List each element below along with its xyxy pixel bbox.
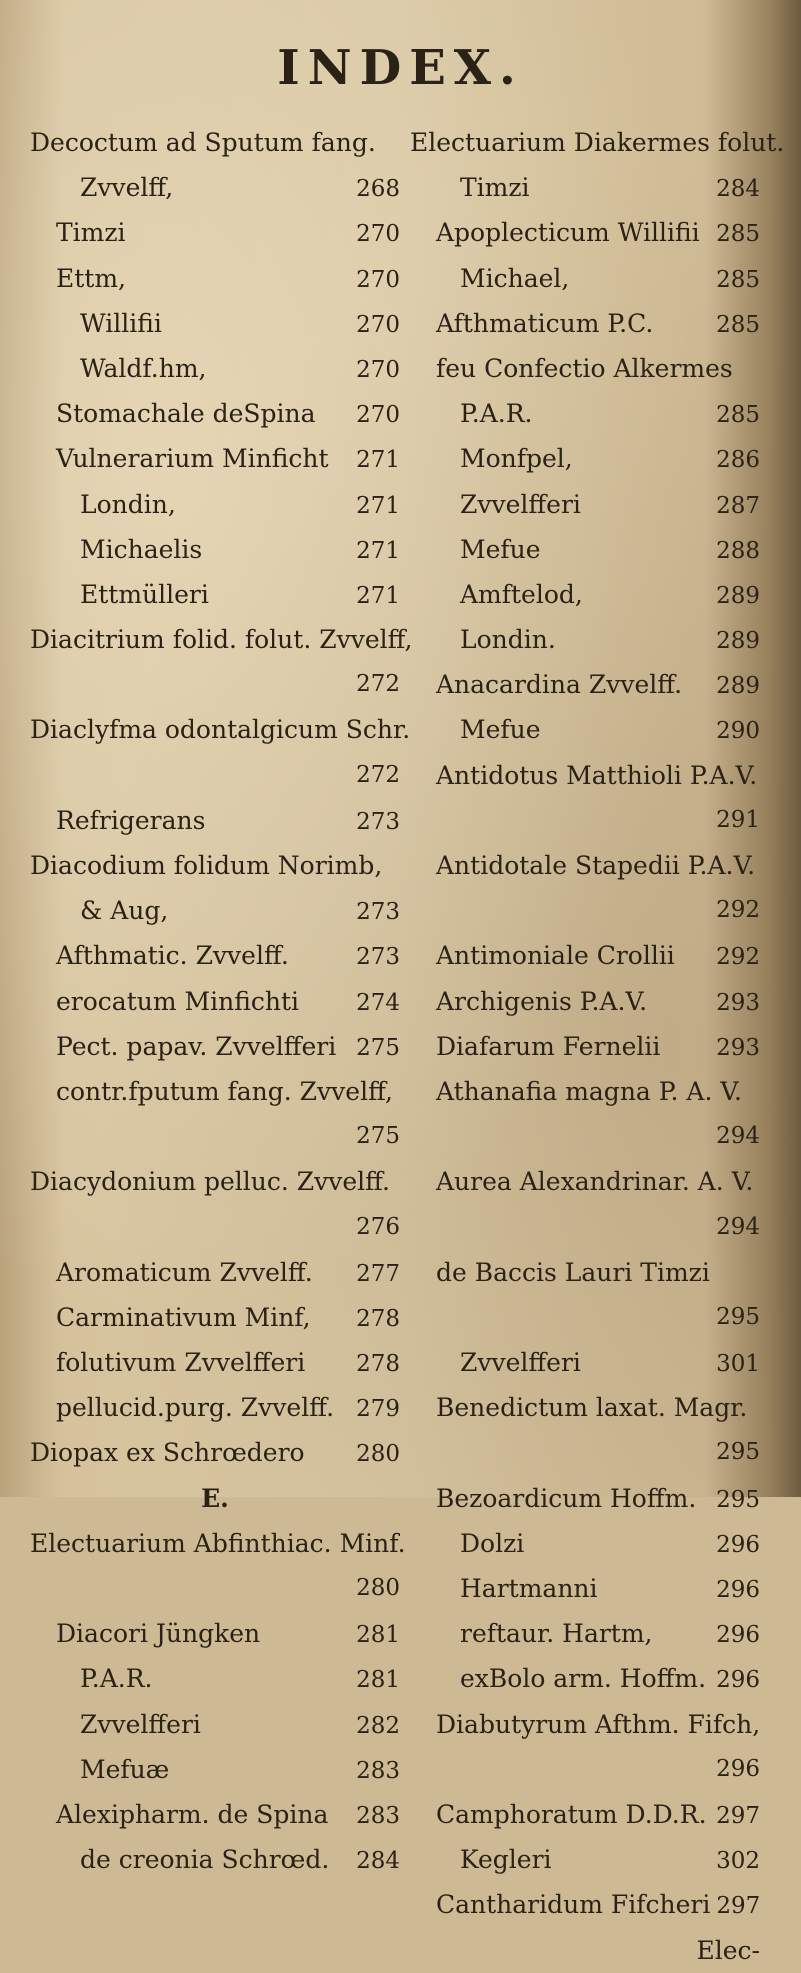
entry-term: Stomachale deSpina — [56, 399, 316, 429]
entry-term: Bezoardicum Hoffm. — [436, 1483, 697, 1513]
index-entry — [30, 1159, 400, 1204]
entry-page-number: 285 — [716, 266, 760, 293]
index-entry — [30, 120, 400, 165]
entry-page-number: 277 — [356, 1260, 400, 1287]
index-entry — [410, 391, 760, 436]
index-entry — [30, 1340, 400, 1385]
entry-term: Antidotus Matthioli P.A.V. — [436, 760, 758, 790]
index-entry — [30, 1476, 400, 1521]
index-entry — [410, 1611, 760, 1656]
index-entry — [30, 346, 400, 391]
entry-term: Aurea Alexandrinar. A. V. — [436, 1167, 754, 1197]
entry-page-number: 272 — [356, 761, 400, 788]
entry-term: Carminativum Minf, — [56, 1302, 311, 1332]
index-entry — [410, 1250, 760, 1295]
entry-term: Camphoratum D.D.R. — [436, 1799, 707, 1829]
entry-page-number: 278 — [356, 1351, 400, 1378]
entry-term: P.A.R. — [80, 1664, 153, 1694]
index-entry — [30, 1024, 400, 1069]
index-entry — [30, 436, 400, 481]
entry-page-number: 270 — [356, 221, 400, 248]
index-entry — [410, 1340, 760, 1385]
index-entry — [410, 662, 760, 707]
entry-term: Archigenis P.A.V. — [436, 986, 648, 1016]
index-entry — [410, 1114, 760, 1159]
entry-page-number: 296 — [716, 1622, 760, 1649]
index-entry — [30, 482, 400, 527]
entry-term: contr.fputum fang. Zvvelff, — [56, 1076, 393, 1106]
entry-page-number: 280 — [356, 1441, 400, 1468]
entry-term: Zvvelfferi — [460, 1348, 581, 1378]
entry-term: Timzi — [460, 173, 530, 203]
entry-page-number: 292 — [716, 897, 760, 924]
entry-term: Afthmatic. Zvvelff. — [56, 941, 289, 971]
entry-term: exBolo arm. Hoffm. — [460, 1664, 707, 1694]
index-entry — [410, 1159, 760, 1204]
entry-page-number: 270 — [356, 356, 400, 383]
entry-page-number: 295 — [716, 1303, 760, 1330]
entry-term: Diaclyfma odontalgicum Schr. — [30, 715, 411, 745]
entry-term: Diafarum Fernelii — [436, 1031, 661, 1061]
index-entry — [410, 1295, 760, 1340]
entry-term: de Baccis Lauri Timzi — [436, 1257, 710, 1287]
entry-term: Diopax ex Schrœdero — [30, 1438, 305, 1468]
index-entry — [410, 572, 760, 617]
entry-page-number: 296 — [716, 1667, 760, 1694]
entry-term: pellucid.purg. Zvvelff. — [56, 1393, 335, 1423]
entry-page-number: 283 — [356, 1802, 400, 1829]
entry-term: Benedictum laxat. Magr. — [436, 1393, 748, 1423]
entry-page-number: 273 — [356, 944, 400, 971]
index-entry — [410, 617, 760, 662]
entry-term: Mefuæ — [80, 1754, 170, 1784]
index-entry — [410, 1656, 760, 1701]
index-entry — [410, 888, 760, 933]
index-entry — [410, 798, 760, 843]
entry-term: Electuarium Diakermes folut. — [410, 128, 785, 157]
entry-term: Dolzi — [460, 1528, 525, 1558]
index-entry — [30, 256, 400, 301]
entry-page-number: 289 — [716, 628, 760, 655]
entry-term: Londin, — [80, 489, 176, 519]
entry-term: Ettmülleri — [80, 579, 209, 609]
index-entry — [30, 1611, 400, 1656]
index-entry — [30, 1566, 400, 1611]
index-entry — [30, 662, 400, 707]
entry-term: & Aug, — [80, 896, 169, 926]
index-entry — [410, 210, 760, 255]
index-entry — [30, 707, 411, 752]
entry-term: Ettm, — [56, 263, 126, 293]
entry-page-number: 271 — [356, 492, 400, 519]
left-index-column — [30, 120, 413, 1882]
entry-page-number: 272 — [356, 671, 400, 698]
index-entry — [30, 572, 400, 617]
entry-page-number: 294 — [716, 1123, 760, 1150]
entry-page-number: 286 — [716, 447, 760, 474]
entry-term: Amftelod, — [460, 579, 583, 609]
entry-page-number: 291 — [716, 806, 760, 833]
entry-page-number: 294 — [716, 1213, 760, 1240]
entry-term: Willifii — [80, 308, 162, 338]
entry-page-number: 273 — [356, 808, 400, 835]
index-entry — [410, 753, 760, 798]
index-entry — [410, 1882, 760, 1927]
entry-term: reftaur. Hartm, — [460, 1619, 653, 1649]
index-entry — [410, 707, 760, 752]
entry-term: E. — [201, 1483, 229, 1513]
entry-page-number: 270 — [356, 266, 400, 293]
entry-term: Antidotale Stapedii P.A.V. — [436, 851, 756, 880]
entry-page-number: 289 — [716, 582, 760, 609]
index-entry — [410, 120, 785, 165]
entry-page-number: 289 — [716, 673, 760, 700]
entry-term: Timzi — [56, 218, 126, 248]
entry-term: Anacardina Zvvelff. — [436, 670, 683, 700]
index-entry — [410, 346, 760, 391]
index-entry — [30, 979, 400, 1024]
index-entry — [30, 391, 400, 436]
entry-term: Zvvelff, — [80, 173, 174, 203]
entry-term: Zvvelfferi — [460, 489, 581, 519]
entry-page-number: 295 — [716, 1439, 760, 1466]
index-entry — [410, 436, 760, 481]
entry-page-number: 290 — [716, 718, 760, 745]
index-entry — [30, 1205, 400, 1250]
index-entry — [30, 1702, 400, 1747]
entry-term: Michael, — [460, 263, 570, 293]
entry-page-number: 274 — [356, 989, 400, 1016]
index-entry — [30, 933, 400, 978]
entry-term: Pect. papav. Zvvelfferi — [56, 1031, 337, 1061]
index-entry — [410, 1024, 760, 1069]
entry-page-number: 281 — [356, 1622, 400, 1649]
entry-page-number: 271 — [356, 582, 400, 609]
index-entry — [30, 1385, 400, 1430]
index-entry — [410, 1702, 760, 1747]
entry-page-number: 270 — [356, 311, 400, 338]
entry-page-number: 287 — [716, 492, 760, 519]
index-entry — [410, 1205, 760, 1250]
entry-page-number: 301 — [716, 1351, 760, 1378]
index-entry — [30, 165, 400, 210]
entry-page-number: 296 — [716, 1577, 760, 1603]
entry-term: Apoplecticum Willifii — [436, 218, 700, 248]
entry-page-number: 268 — [356, 176, 400, 203]
entry-page-number: 284 — [356, 1848, 400, 1875]
index-entry — [410, 1430, 760, 1475]
entry-page-number: 278 — [356, 1305, 400, 1332]
entry-page-number: 285 — [716, 402, 760, 429]
entry-page-number: 296 — [716, 1755, 760, 1782]
entry-page-number: 285 — [716, 221, 760, 248]
entry-page-number: 275 — [356, 1123, 400, 1150]
index-entry — [30, 1837, 400, 1882]
entry-term: Monfpel, — [460, 444, 573, 474]
entry-term: Diacydonium pelluc. Zvvelff. — [30, 1167, 390, 1197]
index-entry — [30, 888, 400, 933]
entry-page-number: 275 — [356, 1034, 400, 1061]
entry-term: Diabutyrum Afthm. Fifch, — [436, 1709, 761, 1739]
right-index-column — [410, 120, 785, 1973]
index-entry — [30, 798, 400, 843]
index-entry — [410, 1747, 760, 1792]
index-entry — [410, 256, 760, 301]
index-entry — [30, 753, 400, 798]
index-entry — [30, 1114, 400, 1159]
entry-term: Electuarium Abfinthiac. Minf. — [30, 1528, 406, 1558]
entry-page-number: 273 — [356, 899, 400, 926]
entry-page-number: 271 — [356, 447, 400, 474]
page-heading: INDEX. — [277, 40, 524, 96]
index-entry — [410, 1069, 760, 1114]
entry-term: Cantharidum Fifcheri — [436, 1890, 711, 1920]
index-entry — [410, 165, 760, 210]
entry-page-number: 270 — [356, 402, 400, 429]
entry-term: Diacori Jüngken — [56, 1619, 261, 1649]
index-entry — [410, 301, 760, 346]
entry-page-number: 293 — [716, 1034, 760, 1061]
index-entry — [410, 1837, 760, 1882]
entry-term: Mefue — [460, 534, 541, 564]
entry-page-number: 279 — [356, 1396, 400, 1423]
entry-term: Zvvelfferi — [80, 1709, 201, 1739]
index-entry — [410, 1521, 760, 1566]
index-entry — [30, 1250, 400, 1295]
entry-page-number: 284 — [716, 176, 760, 203]
index-entry — [410, 979, 760, 1024]
entry-page-number: 285 — [716, 311, 760, 338]
entry-term: de creonia Schrœd. — [80, 1845, 330, 1875]
index-entry — [30, 1521, 406, 1566]
entry-term: erocatum Minfichti — [56, 986, 300, 1016]
entry-page-number: 293 — [716, 989, 760, 1016]
entry-page-number: 302 — [716, 1848, 760, 1875]
entry-term: Athanafia magna P. A. V. — [436, 1076, 742, 1106]
index-entry — [410, 1385, 760, 1430]
entry-page-number: 276 — [356, 1213, 400, 1240]
entry-term: Alexipharm. de Spina — [56, 1799, 329, 1829]
index-entry — [30, 527, 400, 572]
index-entry — [30, 1430, 400, 1475]
index-entry — [30, 210, 400, 255]
entry-term: P.A.R. — [460, 399, 533, 429]
entry-term: Michaelis — [80, 534, 203, 564]
entry-term: feu Confectio Alkermes — [436, 353, 733, 383]
entry-term: Kegleri — [460, 1845, 552, 1875]
entry-page-number: 283 — [356, 1757, 400, 1784]
entry-term: Diacodium folidum Norimb, — [30, 851, 383, 880]
entry-page-number: 280 — [356, 1575, 400, 1601]
index-entry — [30, 1747, 400, 1792]
entry-term: Antimoniale Crollii — [436, 941, 675, 971]
index-entry — [410, 843, 760, 888]
entry-term: folutivum Zvvelfferi — [56, 1348, 306, 1378]
index-entry — [30, 1792, 400, 1837]
index-entry — [30, 301, 400, 346]
entry-term: Diacitrium folid. folut. Zvvelff, — [30, 625, 413, 655]
entry-page-number: 296 — [716, 1531, 760, 1558]
entry-term: Elec- — [696, 1935, 760, 1965]
index-entry — [30, 1069, 400, 1114]
entry-term: Decoctum ad Sputum fang. — [30, 128, 376, 157]
index-entry — [410, 1566, 760, 1611]
index-entry — [30, 1656, 400, 1701]
index-entry — [410, 933, 760, 978]
entry-term: Hartmanni — [460, 1574, 598, 1603]
entry-term: Mefue — [460, 715, 541, 745]
entry-term: Aromaticum Zvvelff. — [56, 1257, 313, 1287]
entry-term: Vulnerarium Minficht — [56, 444, 329, 474]
index-entry — [410, 527, 760, 572]
entry-term: Waldf.hm, — [80, 353, 207, 383]
index-entry — [410, 482, 760, 527]
index-entry — [410, 1476, 760, 1521]
entry-term: Londin. — [460, 625, 556, 655]
index-entry — [30, 617, 413, 662]
entry-term: Afthmaticum P.C. — [436, 308, 654, 338]
entry-term: Refrigerans — [56, 805, 206, 835]
index-entry — [30, 1295, 400, 1340]
index-entry — [410, 1792, 760, 1837]
entry-page-number: 295 — [716, 1486, 760, 1513]
index-entry — [30, 843, 400, 888]
entry-page-number: 292 — [716, 944, 760, 971]
entry-page-number: 271 — [356, 537, 400, 564]
index-entry — [410, 1928, 760, 1973]
entry-page-number: 281 — [356, 1667, 400, 1694]
entry-page-number: 288 — [716, 537, 760, 564]
entry-page-number: 282 — [356, 1712, 400, 1739]
entry-page-number: 297 — [716, 1802, 760, 1829]
entry-page-number: 297 — [716, 1893, 761, 1920]
